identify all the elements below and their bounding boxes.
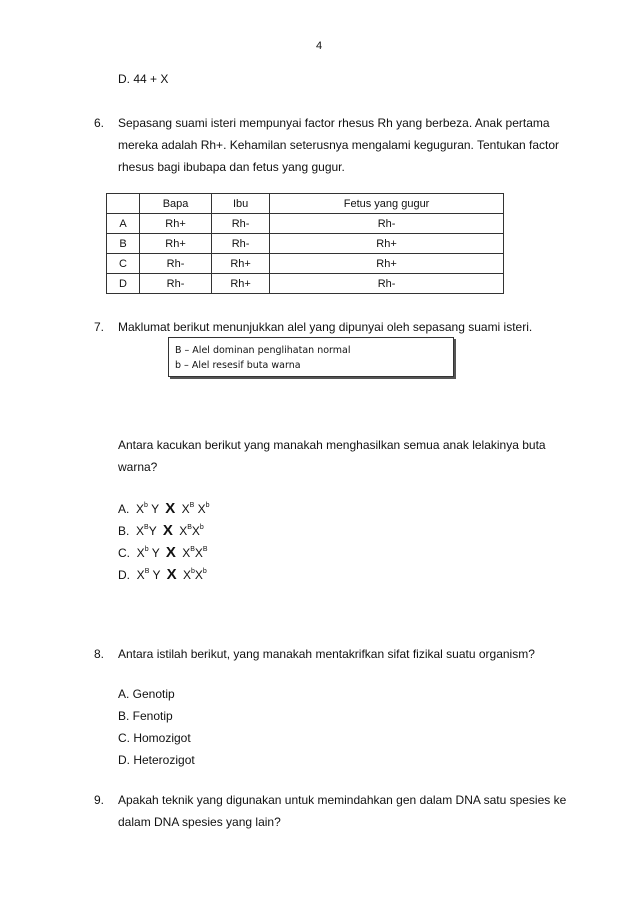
table-cell: Rh+	[212, 274, 270, 294]
allele-info-box	[168, 337, 454, 377]
q9-number: 9.	[94, 793, 105, 807]
father-allele: b	[144, 546, 149, 553]
mother-allele-2: b	[202, 568, 207, 575]
q7-number: 7.	[94, 320, 105, 334]
table-row	[107, 274, 504, 294]
table-header-cell: Fetus yang gugur	[270, 194, 504, 214]
table-cell: Rh-	[270, 214, 504, 234]
mother-allele-2: b	[205, 502, 210, 509]
father-y: Y	[148, 524, 157, 538]
father-y: Y	[151, 502, 159, 516]
q9-line-1: Apakah teknik yang digunakan untuk memindahkan gen dalam DNA satu spesies ke	[118, 793, 567, 807]
table-row	[107, 234, 504, 254]
table-header-cell: Bapa	[140, 194, 212, 214]
mother-allele-1: B	[189, 502, 195, 509]
table-header-row	[107, 194, 504, 214]
table-header-cell	[107, 194, 140, 214]
father-x: X	[136, 524, 145, 538]
cross-symbol: X	[162, 522, 173, 539]
mother-x1: X	[179, 524, 188, 538]
table-cell: Rh-	[212, 214, 270, 234]
allele-recessive-line: b – Alel resesif buta warna	[175, 360, 301, 371]
q7-question-line-1: Antara kacukan berikut yang manakah menghasilkan semua anak lelakinya buta	[118, 438, 546, 452]
father-allele: B	[144, 568, 150, 575]
mother-x2: X	[194, 546, 203, 560]
cross-symbol: X	[166, 566, 177, 583]
q6-line-3: rhesus bagi ibubapa dan fetus yang gugur.	[118, 160, 345, 174]
table-header-cell: Ibu	[212, 194, 270, 214]
q9-line-2: dalam DNA spesies yang lain?	[118, 815, 281, 829]
table-cell: Rh+	[270, 234, 504, 254]
table-cell: Rh+	[140, 214, 212, 234]
q6-number: 6.	[94, 116, 105, 130]
rhesus-table	[106, 193, 504, 294]
mother-allele-1: B	[187, 524, 192, 531]
cross-symbol: X	[165, 500, 176, 517]
table-cell: Rh-	[212, 234, 270, 254]
table-row	[107, 214, 504, 234]
table-cell: D	[107, 274, 140, 294]
mother-x2: X	[197, 502, 206, 516]
father-y: Y	[152, 568, 161, 582]
father-y: Y	[151, 546, 160, 560]
table-cell: Rh+	[270, 254, 504, 274]
father-x: X	[136, 502, 145, 516]
q8-option-b: B. Fenotip	[118, 709, 173, 723]
table-row	[107, 254, 504, 274]
table-cell: Rh+	[140, 234, 212, 254]
q8-option-c: C. Homozigot	[118, 731, 191, 745]
table-cell: A	[107, 214, 140, 234]
q7-option-b	[118, 522, 204, 539]
mother-x1: X	[182, 546, 191, 560]
mother-allele-1: b	[191, 568, 195, 575]
option-label: A.	[118, 502, 130, 516]
q5-option-d: D. 44 + X	[118, 72, 169, 86]
father-allele: B	[144, 524, 149, 531]
mother-allele-1: B	[190, 546, 195, 553]
q8-option-d: D. Heterozigot	[118, 753, 195, 767]
q7-option-d	[118, 566, 207, 583]
q7-question-line-2: warna?	[118, 460, 158, 474]
q7-option-c	[118, 544, 208, 561]
mother-x1: X	[181, 502, 190, 516]
q6-line-2: mereka adalah Rh+. Kehamilan seterusnya mengalami keguguran. Tentukan factor	[118, 138, 560, 152]
q8-stem: Antara istilah berikut, yang manakah mentakrifkan sifat fizikal suatu organism?	[118, 647, 535, 661]
q8-number: 8.	[94, 647, 105, 661]
table-cell: C	[107, 254, 140, 274]
table-cell: Rh-	[140, 254, 212, 274]
mother-allele-2: b	[199, 524, 204, 531]
father-x: X	[136, 546, 145, 560]
cross-symbol: X	[165, 544, 176, 561]
father-allele: b	[144, 502, 148, 509]
option-label: C.	[118, 546, 130, 560]
option-label: B.	[118, 524, 130, 538]
mother-allele-2: B	[202, 546, 208, 553]
mother-x2: X	[191, 524, 200, 538]
q7-stem: Maklumat berikut menunjukkan alel yang dipunyai oleh sepasang suami isteri.	[118, 320, 533, 334]
table-cell: Rh-	[140, 274, 212, 294]
table-cell: Rh-	[270, 274, 504, 294]
page-number: 4	[315, 40, 323, 52]
q6-line-1: Sepasang suami isteri mempunyai factor rhesus Rh yang berbeza. Anak pertama	[118, 116, 550, 130]
table-cell: Rh+	[212, 254, 270, 274]
q7-option-a	[118, 500, 210, 517]
mother-x2: X	[194, 568, 203, 582]
allele-dominant-line: B – Alel dominan penglihatan normal	[175, 345, 351, 356]
table-cell: B	[107, 234, 140, 254]
q8-option-a: A. Genotip	[118, 687, 175, 701]
father-x: X	[136, 568, 145, 582]
mother-x1: X	[182, 568, 191, 582]
option-label: D.	[118, 568, 130, 582]
